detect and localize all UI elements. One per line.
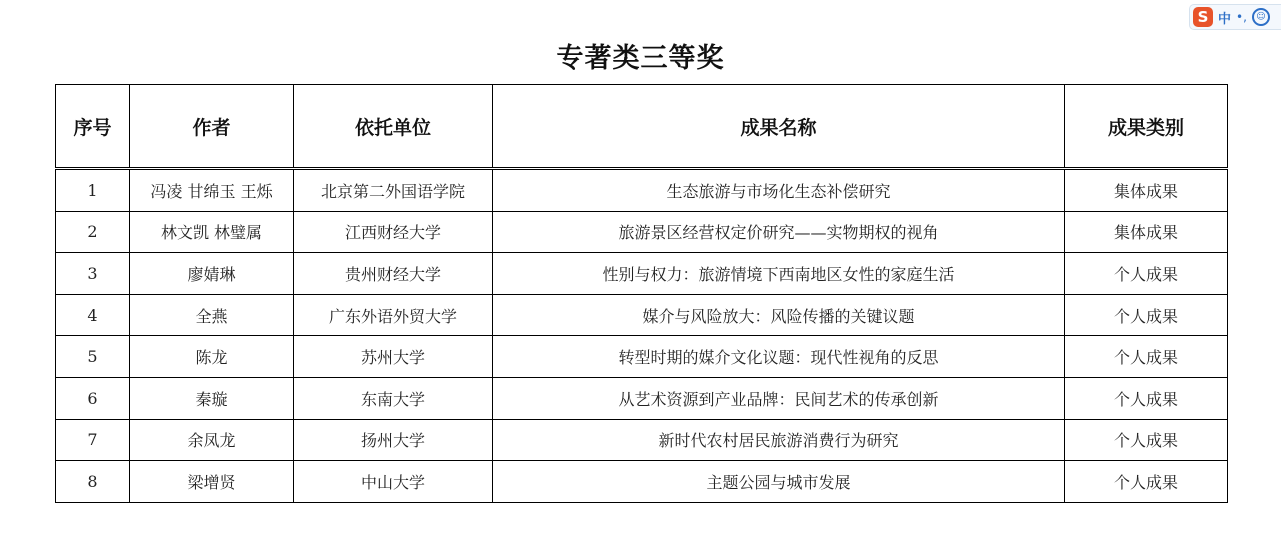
cell-title: 转型时期的媒介文化议题：现代性视角的反思 <box>493 336 1065 378</box>
cell-author: 廖婧琳 <box>130 253 294 295</box>
cell-title: 新时代农村居民旅游消费行为研究 <box>493 419 1065 461</box>
ime-toolbar[interactable] <box>1189 4 1281 30</box>
emoji-icon[interactable]: ☺ <box>1252 8 1270 26</box>
cell-title: 主题公园与城市发展 <box>493 461 1065 503</box>
cell-category: 个人成果 <box>1065 419 1228 461</box>
cell-unit: 北京第二外国语学院 <box>294 169 493 212</box>
punctuation-toggle[interactable]: •, <box>1236 10 1247 24</box>
cell-unit: 扬州大学 <box>294 419 493 461</box>
cell-author: 全燕 <box>130 294 294 336</box>
table-header-row <box>56 85 1228 169</box>
column-header-unit: 依托单位 <box>294 85 493 169</box>
cell-category: 集体成果 <box>1065 211 1228 253</box>
cell-number: 3 <box>56 253 130 295</box>
table-row <box>56 377 1228 419</box>
cell-unit: 贵州财经大学 <box>294 253 493 295</box>
table-row <box>56 253 1228 295</box>
cell-author: 陈龙 <box>130 336 294 378</box>
cell-unit: 广东外语外贸大学 <box>294 294 493 336</box>
cell-title: 媒介与风险放大：风险传播的关键议题 <box>493 294 1065 336</box>
cell-author: 冯凌 甘绵玉 王烁 <box>130 169 294 212</box>
cell-unit: 江西财经大学 <box>294 211 493 253</box>
page-title: 专著类三等奖 <box>556 43 725 74</box>
cell-title: 性别与权力：旅游情境下西南地区女性的家庭生活 <box>493 253 1065 295</box>
input-mode-toggle[interactable]: 中 <box>1218 11 1232 27</box>
cell-author: 梁增贤 <box>130 461 294 503</box>
table-row <box>56 169 1228 212</box>
cell-category: 集体成果 <box>1065 169 1228 212</box>
cell-unit: 中山大学 <box>294 461 493 503</box>
table-row <box>56 336 1228 378</box>
cell-category: 个人成果 <box>1065 336 1228 378</box>
table-row <box>56 419 1228 461</box>
cell-number: 6 <box>56 377 130 419</box>
cell-number: 1 <box>56 169 130 212</box>
cell-unit: 苏州大学 <box>294 336 493 378</box>
cell-author: 余凤龙 <box>130 419 294 461</box>
award-table <box>55 84 1228 503</box>
cell-title: 从艺术资源到产业品牌：民间艺术的传承创新 <box>493 377 1065 419</box>
table-row <box>56 294 1228 336</box>
cell-author: 林文凯 林璧属 <box>130 211 294 253</box>
column-header-category: 成果类别 <box>1065 85 1228 169</box>
sogou-logo-icon[interactable]: S <box>1193 7 1213 27</box>
cell-title: 生态旅游与市场化生态补偿研究 <box>493 169 1065 212</box>
cell-category: 个人成果 <box>1065 377 1228 419</box>
cell-title: 旅游景区经营权定价研究——实物期权的视角 <box>493 211 1065 253</box>
cell-category: 个人成果 <box>1065 294 1228 336</box>
cell-number: 7 <box>56 419 130 461</box>
cell-author: 秦璇 <box>130 377 294 419</box>
cell-unit: 东南大学 <box>294 377 493 419</box>
cell-number: 2 <box>56 211 130 253</box>
cell-number: 5 <box>56 336 130 378</box>
column-header-author: 作者 <box>130 85 294 169</box>
cell-number: 8 <box>56 461 130 503</box>
cell-number: 4 <box>56 294 130 336</box>
cell-category: 个人成果 <box>1065 253 1228 295</box>
column-header-title: 成果名称 <box>493 85 1065 169</box>
column-header-number: 序号 <box>56 85 130 169</box>
cell-category: 个人成果 <box>1065 461 1228 503</box>
table-row <box>56 461 1228 503</box>
table-row <box>56 211 1228 253</box>
